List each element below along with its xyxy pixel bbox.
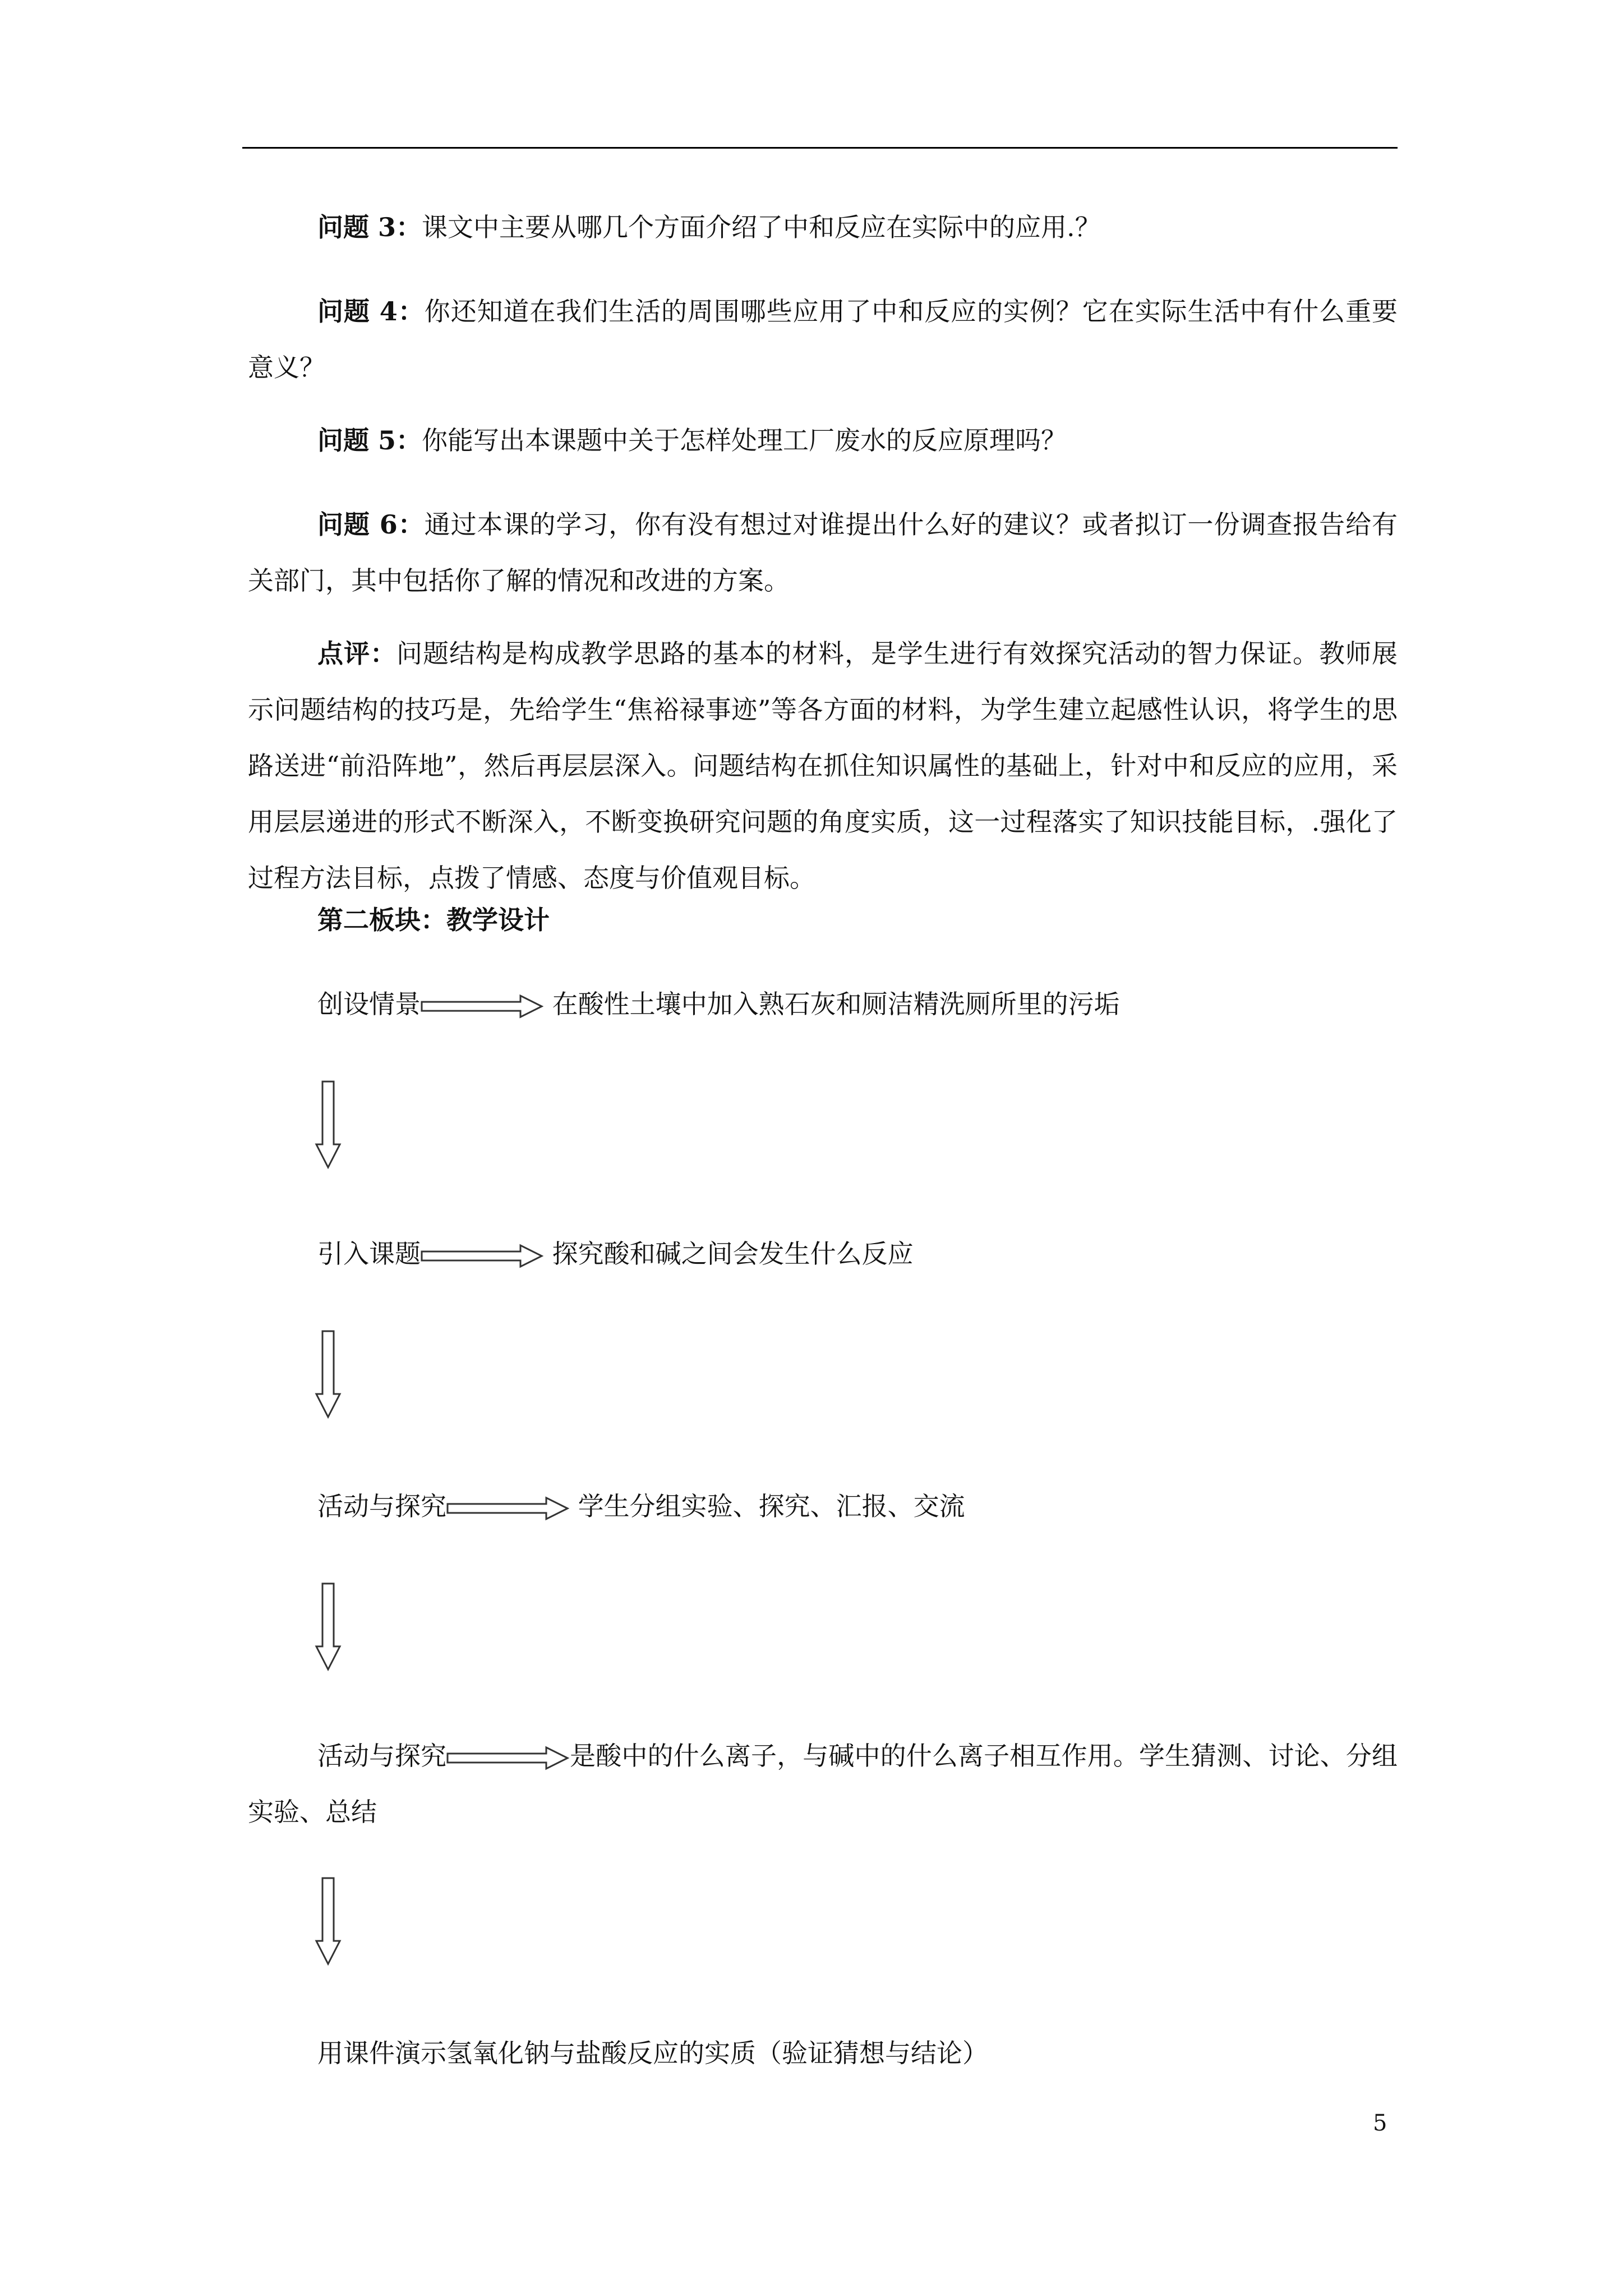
flow-target-3: 学生分组实验、探究、汇报、交流 [578, 1491, 965, 1521]
right-arrow-icon [421, 1244, 544, 1268]
section-heading: 第二板块：教学设计 [317, 905, 550, 935]
right-arrow-icon [421, 994, 544, 1019]
question-5-label: 问题 5： [317, 425, 422, 455]
flow-target-2: 探究酸和碱之间会发生什么反应 [552, 1239, 914, 1269]
question-5 [248, 412, 1398, 468]
flow-target-1: 在酸性土壤中加入熟石灰和厕洁精洗厕所里的污垢 [552, 989, 1120, 1019]
question-4-text: 你还知道在我们生活的周围哪些应用了中和反应的实例？它在实际生活中有什么重要意义？ [248, 296, 1398, 383]
flow-target-4: 是酸中的什么离子，与碱中的什么离子相互作用。学生猜测、讨论、分组实验、总结 [248, 1741, 1398, 1827]
flow-row-1 [248, 976, 1398, 1032]
flow-final-step: 用课件演示氢氧化钠与盐酸反应的实质（验证猜想与结论） [317, 2038, 988, 2068]
question-3-label: 问题 3： [317, 212, 422, 242]
flow-row-3 [248, 1478, 1398, 1534]
down-arrow-icon [314, 1582, 342, 1672]
commentary-text: 问题结构是构成教学思路的基本的材料，是学生进行有效探究活动的智力保证。教师展示问题结构的技巧是，先给学生“焦裕禄事迹”等各方面的材料，为学生建立起感性认识，将学生的思路送进“前沿阵地”，然后再层层深入。问题结构在抓住知识属性的基础上，针对中和反应的应用，采用层层递进的形式不断深入，不断变换研究问题的角度实质，这一过程落实了知识技能目标，.强化了过程方法目标，点拨了情感、态度与价值观目标。 [248, 638, 1398, 893]
flow-row-2 [248, 1226, 1398, 1282]
question-4 [248, 283, 1398, 395]
page-number: 5 [1373, 2110, 1387, 2136]
down-arrow-icon [314, 1329, 342, 1419]
question-5-text: 你能写出本课题中关于怎样处理工厂废水的反应原理吗？ [422, 425, 1067, 455]
question-3-text: 课文中主要从哪几个方面介绍了中和反应在实际中的应用.？ [422, 212, 1101, 242]
flow-step-4: 活动与探究 [317, 1741, 446, 1771]
flow-step-2: 引入课题 [317, 1239, 421, 1269]
flow-row-4 [248, 1728, 1398, 1840]
commentary [248, 625, 1398, 906]
question-6-text: 通过本课的学习，你有没有想过对谁提出什么好的建议？或者拟订一份调查报告给有关部门，其中包括你了解的情况和改进的方案。 [248, 509, 1398, 596]
question-3 [248, 199, 1398, 255]
question-6-label: 问题 6： [317, 509, 425, 540]
header-rule [242, 147, 1398, 149]
down-arrow-icon [314, 1876, 342, 1966]
flow-step-1: 创设情景 [317, 989, 421, 1019]
right-arrow-icon [446, 1746, 570, 1770]
commentary-label: 点评： [317, 638, 396, 669]
flow-step-3: 活动与探究 [317, 1491, 446, 1521]
question-4-label: 问题 4： [317, 296, 425, 326]
question-6 [248, 496, 1398, 609]
right-arrow-icon [446, 1496, 570, 1521]
down-arrow-icon [314, 1080, 342, 1170]
